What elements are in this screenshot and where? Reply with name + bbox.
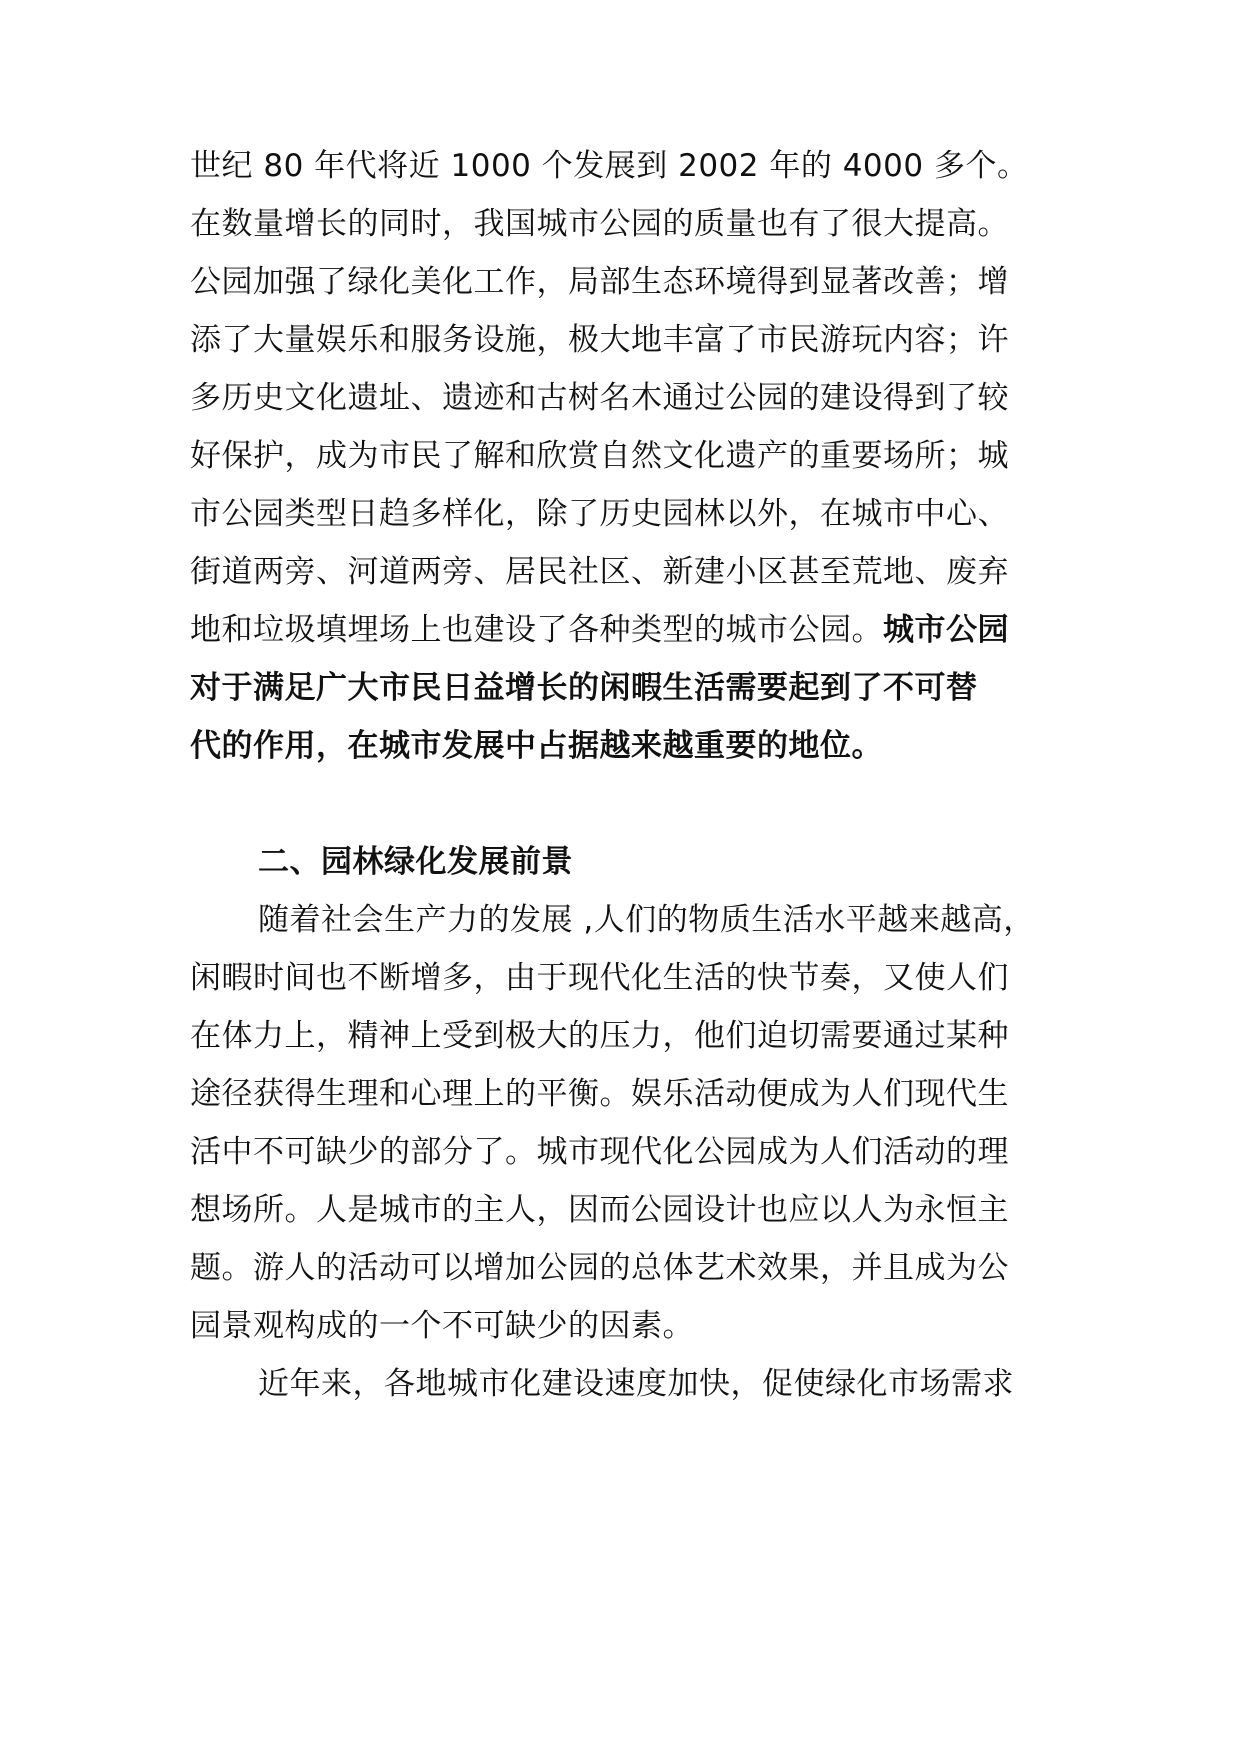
bold-paragraph-line: 代的作用，在城市发展中占据越来越重要的地位。 xyxy=(190,728,883,764)
paragraph-line-mixed xyxy=(190,610,1009,650)
paragraph-line: 好保护，成为市民了解和欣赏自然文化遗产的重要场所；城 xyxy=(190,438,1009,474)
paragraph-line: 想场所。人是城市的主人，因而公园设计也应以人为永恒主 xyxy=(190,1192,1009,1228)
regular-text: 地和垃圾填埋场上也建设了各种类型的城市公园。 xyxy=(190,612,883,648)
paragraph-line: 添了大量娱乐和服务设施，极大地丰富了市民游玩内容；许 xyxy=(190,322,1009,358)
paragraph-line: 在体力上，精神上受到极大的压力，他们迫切需要通过某种 xyxy=(190,1018,1009,1054)
paragraph-line: 近年来，各地城市化建设速度加快，促使绿化市场需求 xyxy=(258,1366,1014,1402)
bold-paragraph-line: 对于满足广大市民日益增长的闲暇生活需要起到了不可替 xyxy=(190,670,978,706)
paragraph-line: 多历史文化遗址、遗迹和古树名木通过公园的建设得到了较 xyxy=(190,380,1009,416)
paragraph-line: 市公园类型日趋多样化，除了历史园林以外，在城市中心、 xyxy=(190,496,1009,532)
paragraph-line: 活中不可缺少的部分了。城市现代化公园成为人们活动的理 xyxy=(190,1134,1009,1170)
paragraph-line: 在数量增长的同时，我国城市公园的质量也有了很大提高。 xyxy=(190,206,1009,242)
paragraph-line: 公园加强了绿化美化工作，局部生态环境得到显著改善；增 xyxy=(190,264,1009,300)
paragraph-line: 世纪 80 年代将近 1000 个发展到 2002 年的 4000 多个。 xyxy=(190,148,1029,184)
paragraph-line: 途径获得生理和心理上的平衡。娱乐活动便成为人们现代生 xyxy=(190,1076,1009,1112)
paragraph-line: 闲暇时间也不断增多，由于现代化生活的快节奏，又使人们 xyxy=(190,960,1009,996)
paragraph-line: 随着社会生产力的发展 ,人们的物质生活水平越来越高， xyxy=(258,902,1035,938)
section-heading: 二、园林绿化发展前景 xyxy=(258,844,573,880)
paragraph-line: 园景观构成的一个不可缺少的因素。 xyxy=(190,1308,694,1344)
paragraph-line: 街道两旁、河道两旁、居民社区、新建小区甚至荒地、废弃 xyxy=(190,554,1009,590)
bold-text: 城市公园 xyxy=(883,612,1009,648)
paragraph-line: 题。游人的活动可以增加公园的总体艺术效果，并且成为公 xyxy=(190,1250,1009,1286)
